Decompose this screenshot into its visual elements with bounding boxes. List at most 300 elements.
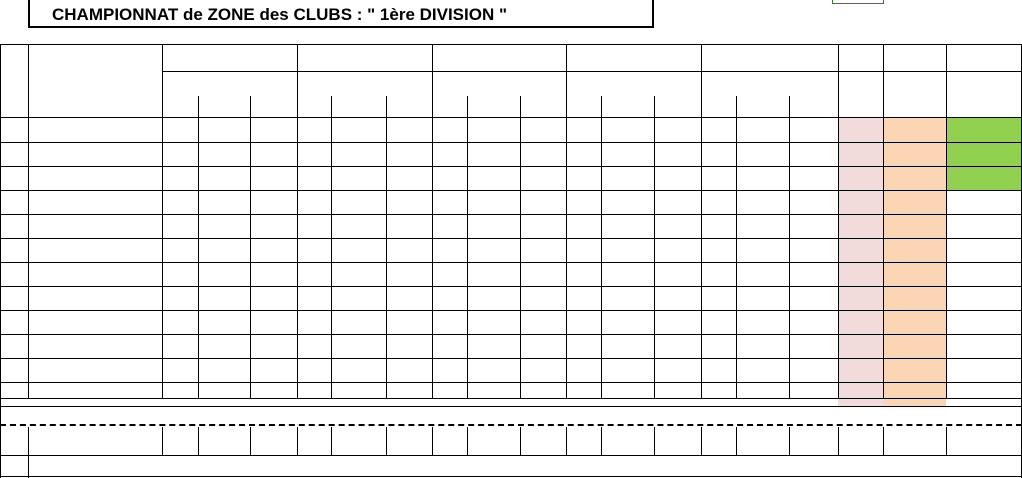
points-cell[interactable]: [520, 334, 566, 358]
eqps-cell[interactable]: [162, 382, 198, 406]
row-number[interactable]: [0, 286, 28, 310]
points-cell[interactable]: [520, 262, 566, 286]
club-name[interactable]: [28, 142, 162, 166]
points-cell[interactable]: [386, 334, 432, 358]
row-number[interactable]: [0, 358, 28, 382]
points-cell[interactable]: [654, 358, 701, 382]
points-cell[interactable]: [520, 286, 566, 310]
rank-cell[interactable]: [946, 334, 1022, 358]
partcrs-cell[interactable]: [601, 238, 654, 262]
rank-cell[interactable]: [946, 166, 1022, 190]
partcrs-cell[interactable]: [198, 382, 250, 406]
points-cell[interactable]: [520, 190, 566, 214]
club-name[interactable]: [28, 166, 162, 190]
eqps-cell[interactable]: [162, 190, 198, 214]
subcolumn-border: [789, 96, 790, 398]
points-cell[interactable]: [386, 382, 432, 406]
partcrs-cell[interactable]: [601, 334, 654, 358]
eqps-cell[interactable]: [162, 358, 198, 382]
club-name[interactable]: [28, 262, 162, 286]
rank-cell[interactable]: [946, 382, 1022, 406]
points-cell[interactable]: [654, 190, 701, 214]
partcrs-cell[interactable]: [467, 358, 520, 382]
club-name[interactable]: [28, 238, 162, 262]
points-cell[interactable]: [250, 166, 297, 190]
partcrs-cell[interactable]: [331, 118, 386, 142]
particip-cell[interactable]: [838, 214, 883, 238]
partcrs-cell[interactable]: [331, 142, 386, 166]
partcrs-cell[interactable]: [198, 214, 250, 238]
partcrs-cell[interactable]: [601, 262, 654, 286]
partcrs-header[interactable]: [736, 96, 789, 118]
subcolumn-border: [467, 96, 468, 398]
partcrs-cell[interactable]: [331, 262, 386, 286]
classement-header-1[interactable]: [946, 71, 1022, 96]
eqps-cell[interactable]: [432, 286, 467, 310]
eqps-cell[interactable]: [162, 286, 198, 310]
total-points-header-2[interactable]: [883, 96, 946, 118]
eqps-cell[interactable]: [566, 118, 601, 142]
total-points-header-1[interactable]: [883, 71, 946, 96]
eqps-header[interactable]: [566, 96, 601, 118]
points-cell[interactable]: [789, 382, 838, 406]
particip-cell[interactable]: [838, 334, 883, 358]
points-cell[interactable]: [789, 166, 838, 190]
particip-cell[interactable]: [838, 262, 883, 286]
total-clubs-cell[interactable]: [198, 427, 297, 455]
eqps-cell[interactable]: [701, 262, 736, 286]
particip-cell[interactable]: [838, 310, 883, 334]
partcrs-cell[interactable]: [198, 142, 250, 166]
row-number[interactable]: [0, 262, 28, 286]
row-border: [0, 358, 1022, 359]
eqps-cell[interactable]: [162, 310, 198, 334]
eqps-cell[interactable]: [432, 262, 467, 286]
club-name[interactable]: [28, 310, 162, 334]
row-number[interactable]: [0, 142, 28, 166]
total-points-cell[interactable]: [883, 358, 946, 382]
partcrs-cell[interactable]: [601, 166, 654, 190]
particip-cell[interactable]: [838, 238, 883, 262]
points-cell[interactable]: [789, 214, 838, 238]
points-cell[interactable]: [654, 166, 701, 190]
eqps-cell[interactable]: [162, 166, 198, 190]
points-cell[interactable]: [386, 166, 432, 190]
partcrs-cell[interactable]: [736, 214, 789, 238]
points-cell[interactable]: [520, 118, 566, 142]
eqps-cell[interactable]: [701, 118, 736, 142]
partcrs-cell[interactable]: [198, 190, 250, 214]
partcrs-cell[interactable]: [736, 142, 789, 166]
partcrs-cell[interactable]: [467, 286, 520, 310]
venue-header[interactable]: [162, 71, 297, 96]
column-border: [432, 44, 433, 398]
particip-cell[interactable]: [838, 286, 883, 310]
eqps-cell[interactable]: [297, 382, 331, 406]
points-cell[interactable]: [386, 286, 432, 310]
eqps-cell[interactable]: [566, 238, 601, 262]
points-cell[interactable]: [520, 238, 566, 262]
points-cell[interactable]: [386, 118, 432, 142]
row-number[interactable]: [0, 166, 28, 190]
total-points-cell[interactable]: [883, 166, 946, 190]
club-name[interactable]: [28, 286, 162, 310]
column-border: [946, 427, 947, 455]
rank-cell[interactable]: [946, 238, 1022, 262]
points-cell[interactable]: [654, 286, 701, 310]
points-cell[interactable]: [250, 190, 297, 214]
eqps-cell[interactable]: [566, 142, 601, 166]
partcrs-cell[interactable]: [198, 358, 250, 382]
partcrs-cell[interactable]: [467, 190, 520, 214]
eqps-cell[interactable]: [297, 142, 331, 166]
eqps-cell[interactable]: [566, 286, 601, 310]
partcrs-cell[interactable]: [467, 382, 520, 406]
club-name[interactable]: [28, 358, 162, 382]
subcolumn-border: [250, 427, 251, 455]
partcrs-cell[interactable]: [601, 286, 654, 310]
partcrs-cell[interactable]: [331, 190, 386, 214]
eqps-cell[interactable]: [162, 238, 198, 262]
date-header[interactable]: [566, 47, 701, 71]
points-cell[interactable]: [654, 334, 701, 358]
points-cell[interactable]: [654, 142, 701, 166]
partcrs-cell[interactable]: [736, 382, 789, 406]
eqps-cell[interactable]: [162, 262, 198, 286]
partcrs-cell[interactable]: [736, 118, 789, 142]
eqps-cell[interactable]: [297, 286, 331, 310]
eqps-cell[interactable]: [566, 166, 601, 190]
eqps-cell[interactable]: [432, 382, 467, 406]
total-points-cell[interactable]: [883, 310, 946, 334]
total-points-cell[interactable]: [883, 118, 946, 142]
eqps-cell[interactable]: [297, 214, 331, 238]
total-points-cell[interactable]: [883, 142, 946, 166]
eqps-cell[interactable]: [701, 238, 736, 262]
column-border: [566, 427, 567, 455]
partcrs-cell[interactable]: [601, 214, 654, 238]
points-cell[interactable]: [789, 286, 838, 310]
venue-header[interactable]: [701, 71, 836, 96]
eqps-cell[interactable]: [701, 358, 736, 382]
total-points-cell[interactable]: [883, 190, 946, 214]
partcrs-cell[interactable]: [736, 358, 789, 382]
eqps-header[interactable]: [297, 96, 331, 118]
venue-header[interactable]: [297, 71, 432, 96]
points-cell[interactable]: [654, 214, 701, 238]
partcrs-cell[interactable]: [736, 310, 789, 334]
partcrs-cell[interactable]: [736, 166, 789, 190]
eqps-cell[interactable]: [566, 214, 601, 238]
eqps-cell[interactable]: [297, 238, 331, 262]
partcrs-cell[interactable]: [467, 262, 520, 286]
rank-cell[interactable]: [946, 262, 1022, 286]
subcolumn-border: [331, 96, 332, 398]
total-clubs-cell[interactable]: [467, 427, 566, 455]
rank-cell[interactable]: [946, 358, 1022, 382]
row-number[interactable]: [0, 310, 28, 334]
points-cell[interactable]: [386, 310, 432, 334]
rank-cell[interactable]: [946, 214, 1022, 238]
points-header[interactable]: [789, 96, 838, 118]
eqps-cell[interactable]: [566, 382, 601, 406]
partcrs-cell[interactable]: [198, 286, 250, 310]
partcrs-cell[interactable]: [736, 190, 789, 214]
eqps-cell[interactable]: [566, 334, 601, 358]
eqps-cell[interactable]: [297, 262, 331, 286]
eqps-cell[interactable]: [566, 190, 601, 214]
points-header[interactable]: [386, 96, 432, 118]
points-cell[interactable]: [789, 190, 838, 214]
total-clubs-cell[interactable]: [331, 427, 432, 455]
total-eqps-cell[interactable]: [566, 427, 601, 455]
points-cell[interactable]: [789, 118, 838, 142]
points-cell[interactable]: [386, 214, 432, 238]
points-cell[interactable]: [386, 358, 432, 382]
points-cell[interactable]: [654, 238, 701, 262]
points-cell[interactable]: [250, 118, 297, 142]
eqps-cell[interactable]: [432, 310, 467, 334]
points-cell[interactable]: [386, 238, 432, 262]
total-eqps-cell[interactable]: [701, 427, 736, 455]
eqps-header[interactable]: [701, 96, 736, 118]
total-points-cell[interactable]: [883, 382, 946, 406]
points-cell[interactable]: [386, 262, 432, 286]
eqps-cell[interactable]: [566, 358, 601, 382]
row-number[interactable]: [0, 190, 28, 214]
subcolumn-border: [736, 427, 737, 455]
total-eqps-cell[interactable]: [162, 427, 198, 455]
eqps-cell[interactable]: [432, 238, 467, 262]
total-points-cell[interactable]: [883, 334, 946, 358]
club-name[interactable]: [28, 334, 162, 358]
points-cell[interactable]: [789, 334, 838, 358]
row-number[interactable]: [0, 334, 28, 358]
partcrs-header[interactable]: [198, 96, 250, 118]
partcrs-cell[interactable]: [736, 262, 789, 286]
points-cell[interactable]: [520, 214, 566, 238]
eqps-cell[interactable]: [566, 310, 601, 334]
partcrs-cell[interactable]: [331, 358, 386, 382]
total-points-cell[interactable]: [883, 238, 946, 262]
eqps-cell[interactable]: [701, 334, 736, 358]
partcrs-header[interactable]: [331, 96, 386, 118]
venue-header[interactable]: [432, 71, 567, 96]
particip-cell[interactable]: [838, 142, 883, 166]
eqps-cell[interactable]: [162, 142, 198, 166]
particip-header[interactable]: [838, 96, 883, 118]
eqps-cell[interactable]: [701, 190, 736, 214]
points-cell[interactable]: [250, 310, 297, 334]
points-cell[interactable]: [654, 382, 701, 406]
points-cell[interactable]: [250, 382, 297, 406]
club-name[interactable]: [28, 382, 162, 406]
rank-cell[interactable]: [946, 310, 1022, 334]
date-header[interactable]: [297, 47, 432, 71]
equip-header[interactable]: [838, 71, 883, 96]
rank-cell[interactable]: [946, 286, 1022, 310]
club-name[interactable]: [28, 190, 162, 214]
points-cell[interactable]: [386, 190, 432, 214]
eqps-cell[interactable]: [297, 190, 331, 214]
eqps-cell[interactable]: [297, 334, 331, 358]
eqps-cell[interactable]: [297, 118, 331, 142]
subcolumn-border: [789, 427, 790, 455]
partcrs-cell[interactable]: [198, 310, 250, 334]
points-header[interactable]: [520, 96, 566, 118]
eqps-cell[interactable]: [297, 358, 331, 382]
total-clubs-cell[interactable]: [736, 427, 838, 455]
total-points-cell[interactable]: [883, 286, 946, 310]
points-cell[interactable]: [520, 382, 566, 406]
points-cell[interactable]: [250, 286, 297, 310]
eqps-cell[interactable]: [701, 382, 736, 406]
eqps-cell[interactable]: [432, 334, 467, 358]
total-clubs-cell[interactable]: [601, 427, 701, 455]
partcrs-cell[interactable]: [601, 358, 654, 382]
points-cell[interactable]: [250, 214, 297, 238]
total-header[interactable]: [838, 47, 883, 71]
points-cell[interactable]: [654, 310, 701, 334]
particip-cell[interactable]: [838, 166, 883, 190]
partcrs-cell[interactable]: [331, 166, 386, 190]
points-cell[interactable]: [250, 142, 297, 166]
eqps-cell[interactable]: [701, 142, 736, 166]
points-cell[interactable]: [520, 358, 566, 382]
eqps-cell[interactable]: [297, 310, 331, 334]
points-header-border: [883, 71, 946, 72]
partcrs-cell[interactable]: [331, 214, 386, 238]
row-number[interactable]: [0, 118, 28, 142]
points-cell[interactable]: [520, 166, 566, 190]
points-cell[interactable]: [789, 142, 838, 166]
partcrs-cell[interactable]: [467, 334, 520, 358]
points-cell[interactable]: [250, 262, 297, 286]
points-cell[interactable]: [789, 238, 838, 262]
row-border: [0, 238, 1022, 239]
points-cell[interactable]: [789, 310, 838, 334]
points-cell[interactable]: [250, 358, 297, 382]
subcolumn-border: [198, 427, 199, 455]
partcrs-cell[interactable]: [198, 262, 250, 286]
partcrs-cell[interactable]: [331, 310, 386, 334]
clubs-header[interactable]: [28, 71, 162, 96]
particip-cell[interactable]: [838, 190, 883, 214]
partcrs-cell[interactable]: [601, 118, 654, 142]
partcrs-cell[interactable]: [467, 310, 520, 334]
eqps-header[interactable]: [162, 96, 198, 118]
points-cell[interactable]: [250, 334, 297, 358]
column-border: [838, 427, 839, 455]
eqps-cell[interactable]: [162, 118, 198, 142]
points-cell[interactable]: [789, 262, 838, 286]
partcrs-cell[interactable]: [331, 382, 386, 406]
partcrs-cell[interactable]: [467, 238, 520, 262]
particip-cell[interactable]: [838, 382, 883, 406]
points-cell[interactable]: [789, 358, 838, 382]
partcrs-cell[interactable]: [467, 142, 520, 166]
date-header[interactable]: [162, 47, 297, 71]
partcrs-cell[interactable]: [736, 334, 789, 358]
total-points-cell[interactable]: [883, 262, 946, 286]
classement-header-2[interactable]: [946, 96, 1022, 118]
partcrs-cell[interactable]: [601, 190, 654, 214]
partcrs-cell[interactable]: [736, 238, 789, 262]
eqps-cell[interactable]: [297, 166, 331, 190]
partcrs-cell[interactable]: [467, 214, 520, 238]
partcrs-header[interactable]: [467, 96, 520, 118]
eqps-cell[interactable]: [432, 214, 467, 238]
eqps-cell[interactable]: [162, 214, 198, 238]
total-eqps-cell[interactable]: [297, 427, 331, 455]
eqps-cell[interactable]: [432, 190, 467, 214]
eqps-cell[interactable]: [701, 214, 736, 238]
eqps-cell[interactable]: [701, 286, 736, 310]
partcrs-cell[interactable]: [331, 286, 386, 310]
total-eqps-cell[interactable]: [432, 427, 467, 455]
date-header[interactable]: [432, 47, 567, 71]
eqps-cell[interactable]: [432, 358, 467, 382]
eqps-cell[interactable]: [566, 262, 601, 286]
eqps-cell[interactable]: [701, 310, 736, 334]
points-header[interactable]: [654, 96, 701, 118]
row-number[interactable]: [0, 238, 28, 262]
row-number[interactable]: [0, 214, 28, 238]
date-header[interactable]: [701, 47, 836, 71]
partcrs-header[interactable]: [601, 96, 654, 118]
points-cell[interactable]: [520, 310, 566, 334]
points-cell[interactable]: [654, 118, 701, 142]
partcrs-cell[interactable]: [601, 142, 654, 166]
eqps-cell[interactable]: [701, 166, 736, 190]
total-points-sum-cell[interactable]: [883, 427, 946, 455]
row-number[interactable]: [0, 382, 28, 406]
points-header[interactable]: [250, 96, 297, 118]
eqps-cell[interactable]: [432, 118, 467, 142]
rank-cell[interactable]: [946, 118, 1022, 142]
club-name[interactable]: [28, 214, 162, 238]
particip-cell[interactable]: [838, 358, 883, 382]
venue-header[interactable]: [566, 71, 701, 96]
rank-cell[interactable]: [946, 142, 1022, 166]
partcrs-cell[interactable]: [198, 166, 250, 190]
total-points-cell[interactable]: [883, 214, 946, 238]
partcrs-cell[interactable]: [198, 238, 250, 262]
eqps-cell[interactable]: [162, 334, 198, 358]
joueurs-label[interactable]: [946, 427, 1022, 455]
points-cell[interactable]: [386, 142, 432, 166]
points-cell[interactable]: [250, 238, 297, 262]
partcrs-cell[interactable]: [736, 286, 789, 310]
eqps-cell[interactable]: [432, 166, 467, 190]
eqps-cell[interactable]: [432, 142, 467, 166]
partcrs-cell[interactable]: [198, 118, 250, 142]
partcrs-cell[interactable]: [467, 166, 520, 190]
points-cell[interactable]: [654, 262, 701, 286]
partcrs-cell[interactable]: [331, 334, 386, 358]
total-particip-cell[interactable]: [838, 427, 883, 455]
partcrs-cell[interactable]: [467, 118, 520, 142]
club-name[interactable]: [28, 118, 162, 142]
rank-cell[interactable]: [946, 190, 1022, 214]
eqps-header[interactable]: [432, 96, 467, 118]
partcrs-cell[interactable]: [331, 238, 386, 262]
points-cell[interactable]: [520, 142, 566, 166]
partcrs-cell[interactable]: [601, 382, 654, 406]
particip-cell[interactable]: [838, 118, 883, 142]
partcrs-cell[interactable]: [601, 310, 654, 334]
partcrs-cell[interactable]: [198, 334, 250, 358]
